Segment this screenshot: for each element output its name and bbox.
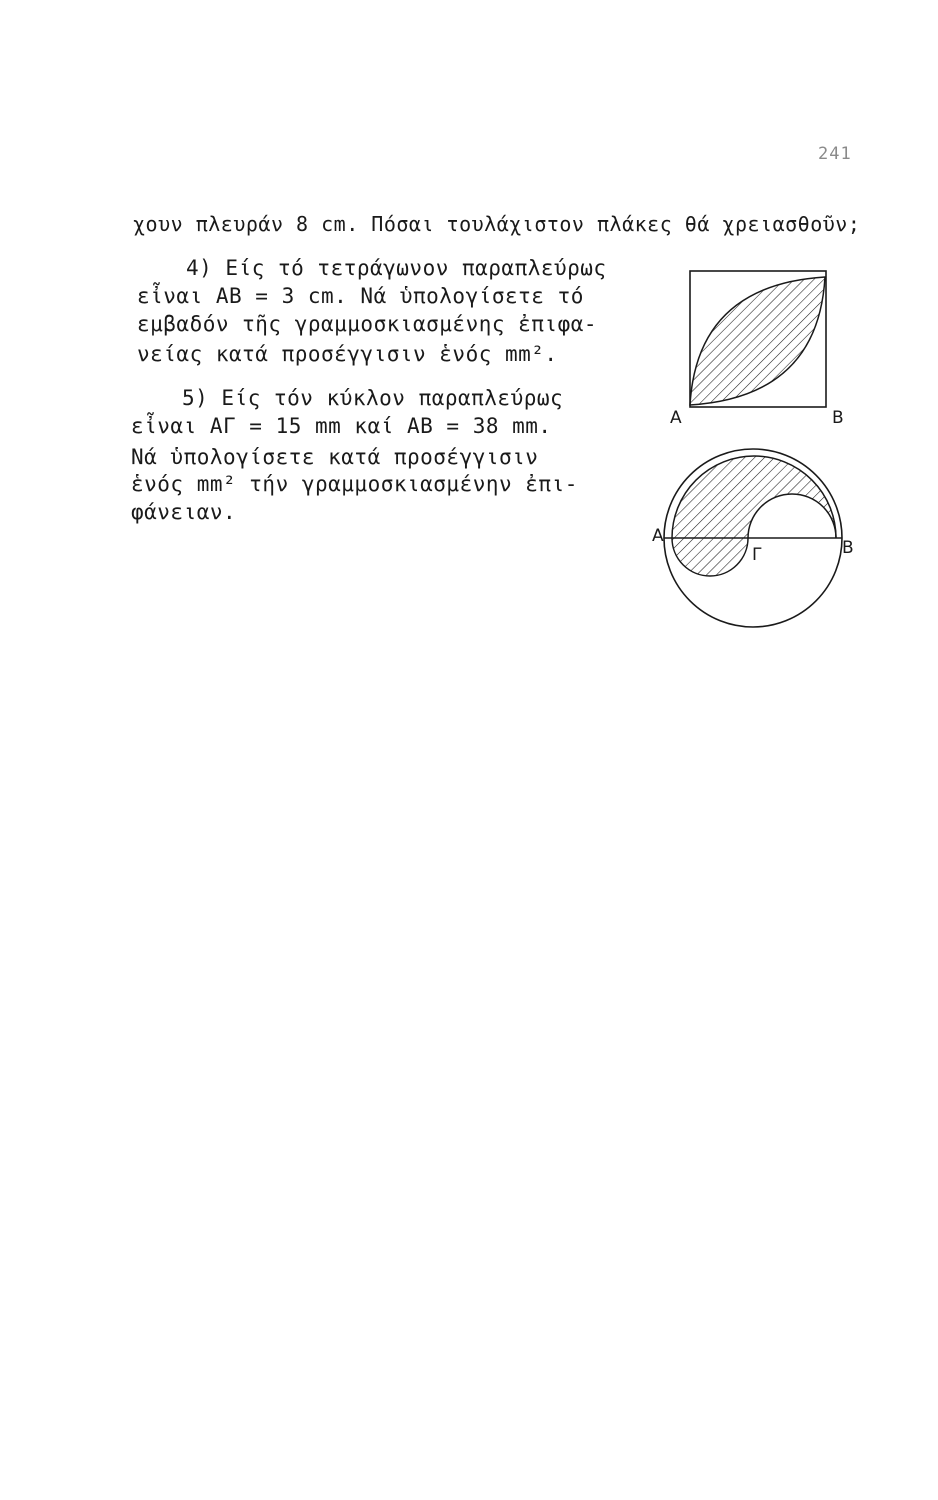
circle-figure (652, 449, 854, 627)
geometry-figures (640, 255, 880, 645)
shaded-lens (690, 277, 825, 405)
exercise-4-line-1: 4) Είς τό τετράγωνον παραπλεύρως (186, 256, 607, 280)
shaded-lower-region (672, 538, 748, 576)
exercise-5-line-5: φάνειαν. (131, 500, 237, 524)
square-label-b: B (832, 408, 844, 428)
circle-label-gamma: Γ (752, 545, 762, 565)
square-figure (670, 271, 844, 428)
circle-label-a: A (652, 526, 664, 546)
circle-label-b: B (842, 538, 854, 558)
exercise-5-line-1: 5) Είς τόν κύκλον παραπλεύρως (182, 386, 564, 410)
exercise-5-line-2: εἶναι ΑΓ = 15 mm καί AB = 38 mm. (131, 414, 552, 438)
text-line-continuation: χουν πλευράν 8 cm. Πόσαι τουλάχιστον πλάκες θά χρειασθοῦν; (133, 212, 861, 236)
exercise-5-line-4: ἑνός mm² τήν γραμμοσκιασμένην ἐπι- (131, 472, 578, 496)
page-number: 241 (818, 144, 852, 164)
exercise-5-line-3: Νά ὑπολογίσετε κατά προσέγγισιν (131, 445, 539, 469)
square-label-a: A (670, 408, 682, 428)
exercise-4-line-2: εἶναι AB = 3 cm. Νά ὑπολογίσετε τό (137, 284, 584, 308)
exercise-4-line-4: νείας κατά προσέγγισιν ἑνός mm². (137, 342, 558, 366)
exercise-4-line-3: εμβαδόν τῆς γραμμοσκιασμένης ἐπιφα- (137, 312, 598, 336)
